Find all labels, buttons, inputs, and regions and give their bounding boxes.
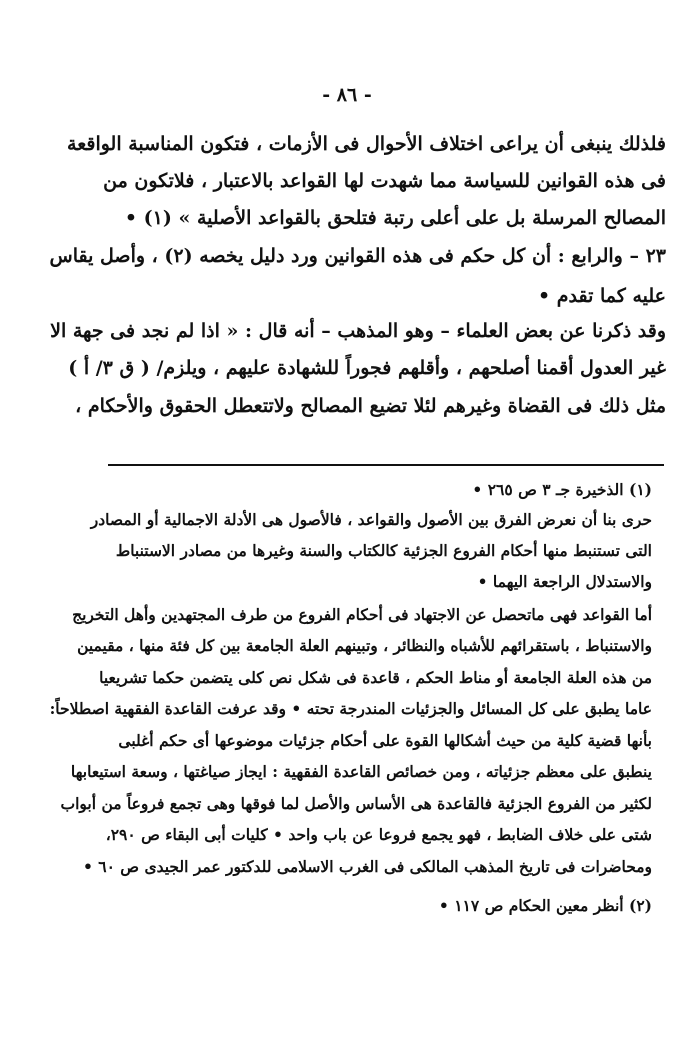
footnote-line: والاستدلال الراجعة اليهما • xyxy=(477,572,652,591)
body-line: المصالح المرسلة بل على أعلى رتبة فتلحق بالقواعد الأصلية » (١) • xyxy=(124,207,666,229)
footnote-line: عاما يطبق على كل المسائل والجزئيات المندرجة تحته • وقد عرفت القاعدة الفقهية اصطلاحاً: xyxy=(49,699,652,718)
body-line: وقد ذكرنا عن بعض العلماء – وهو المذهب – أنه قال : « اذا لم نجد فى جهة الا xyxy=(50,320,666,342)
body-line: فى هذه القوانين للسياسة مما شهدت لها القواعد بالاعتبار ، فلاتكون من xyxy=(103,170,666,192)
footnote-line: حرى بنا أن نعرض الفرق بين الأصول والقواعد ، فالأصول هى الأدلة الاجمالية أو المصادر xyxy=(90,510,652,529)
footnote-line: (١) الذخيرة جـ ٣ ص ٢٦٥ • xyxy=(472,480,652,499)
page-number: - ٨٦ - xyxy=(322,84,372,106)
body-line: عليه كما تقدم • xyxy=(538,285,666,307)
body-line: مثل ذلك فى القضاة وغيرهم لئلا تضيع المصالح ولاتتعطل الحقوق والأحكام ، xyxy=(75,395,666,417)
body-line: غير العدول أقمنا أصلحهم ، وأقلهم فجوراً للشهادة عليهم ، ويلزم/ ( ق ٣/ أ ) xyxy=(68,357,666,379)
footnote-line: والاستنباط ، باستقرائهم للأشباه والنظائر ، وتبينهم العلة الجامعة بين كل فئة منها ، مقيمين xyxy=(77,636,652,655)
footnote-line: بأنها قضية كلية من حيث أشكالها القوة على أحكام جزئيات موضوعها أى حكم أغلبى xyxy=(118,731,652,750)
footnote-line: ومحاضرات فى تاريخ المذهب المالكى فى الغرب الاسلامى للدكتور عمر الجيدى ص ٦٠ • xyxy=(82,857,652,876)
footnote-separator xyxy=(108,464,664,466)
footnote-line: لكثير من الفروع الجزئية فالقاعدة هى الأساس والأصل لما فوقها وهى تجمع فروعاً من أبواب xyxy=(60,794,652,813)
footnote-line: ينطبق على معظم جزئياته ، ومن خصائص القاعدة الفقهية : ايجاز صياغتها ، وسعة استيعابها xyxy=(70,762,652,781)
footnote-line: أما القواعد فهى ماتحصل عن الاجتهاد فى أحكام الفروع من طرف المجتهدين وأهل التخريج xyxy=(72,605,652,624)
footnote-line: شتى على خلاف الضابط ، فهو يجمع فروعا عن باب واحد • كليات أبى البقاء ص ٢٩٠، xyxy=(105,825,652,844)
body-line: فلذلك ينبغى أن يراعى اختلاف الأحوال فى الأزمات ، فتكون المناسبة الواقعة xyxy=(67,133,666,155)
footnote-line: (٢) أنظر معين الحكام ص ١١٧ • xyxy=(438,896,652,915)
footnote-line: التى تستنبط منها أحكام الفروع الجزئية كالكتاب والسنة وغيرها من مصادر الاستنباط xyxy=(115,541,652,560)
body-line: ٢٣ – والرابع : أن كل حكم فى هذه القوانين ورد دليل يخصه (٢) ، وأصل يقاس xyxy=(49,245,666,267)
footnote-line: من هذه العلة الجامعة أو مناط الحكم ، قاعدة فى شكل نص كلى يتضمن حكما تشريعيا xyxy=(99,668,652,687)
